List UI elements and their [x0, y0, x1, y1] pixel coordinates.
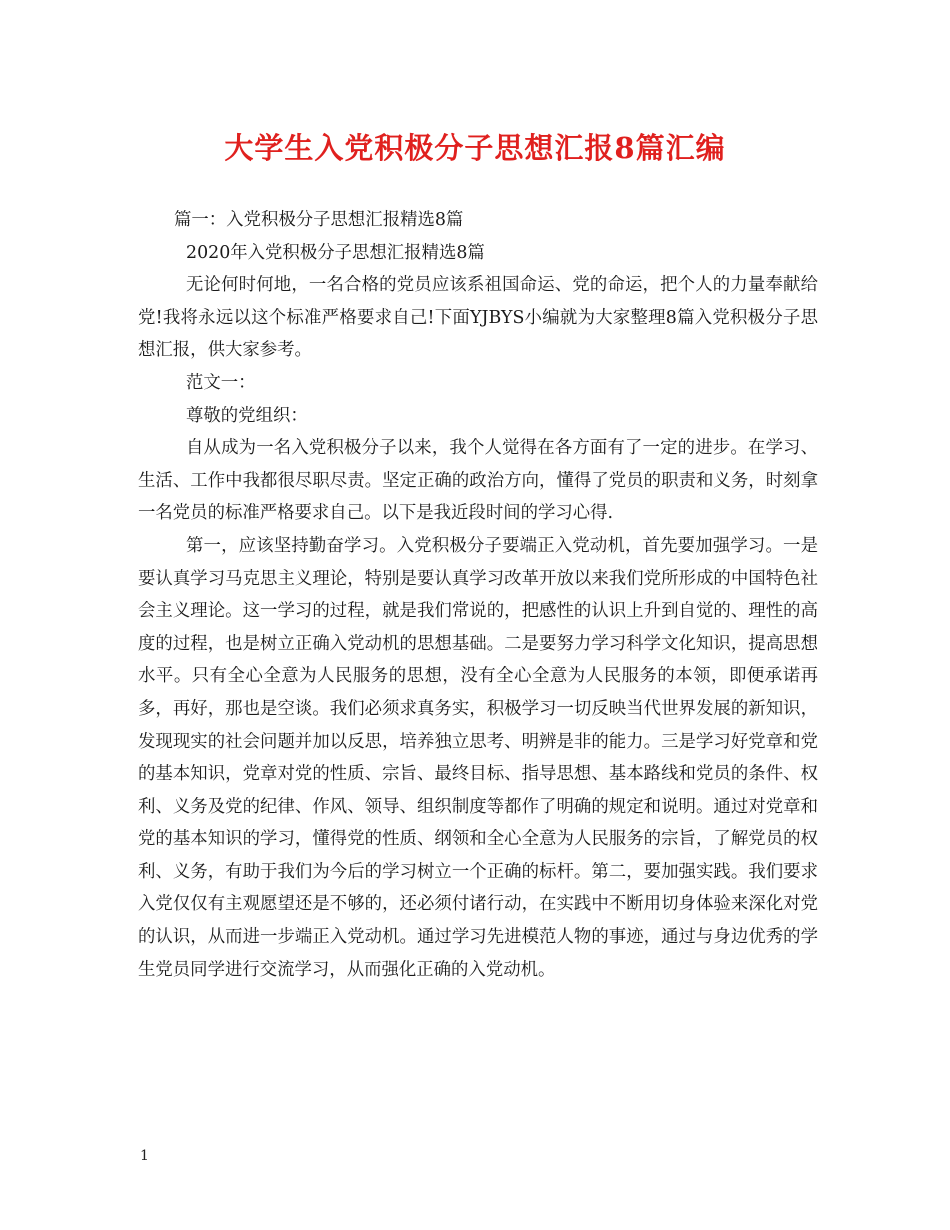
body-paragraph: 第一，应该坚持勤奋学习。入党积极分子要端正入党动机，首先要加强学习。一是要认真学习马克思主义理论，特别是要认真学习改革开放以来我们党所形成的中国特色社会主义理论。这一学习的过程，就是我们常说的，把感性的认识上升到自觉的、理性的高度的过程，也是树立正确入党动机的思想基础。二是要努力学习科学文化知识，提高思想水平。只有全心全意为人民服务的思想，没有全心全意为人民服务的本领，即便承诺再多，再好，那也是空谈。我们必须求真务实，积极学习一切反映当代世界发展的新知识，发现现实的社会问题并加以反思，培养独立思考、明辨是非的能力。三是学习好党章和党的基本知识，党章对党的性质、宗旨、最终目标、指导思想、基本路线和党员的条件、权利、义务及党的纪律、作风、领导、组织制度等都作了明确的规定和说明。通过对党章和党的基本知识的学习，懂得党的性质、纲领和全心全意为人民服务的宗旨，了解党员的权利、义务，有助于我们为今后的学习树立一个正确的标杆。第二，要加强实践。我们要求入党仅仅有主观愿望还是不够的，还必须付诸行动，在实践中不断用切身体验来深化对党的认识，从而进一步端正入党动机。通过学习先进模范人物的事迹，通过与身边优秀的学生党员同学进行交流学习，从而强化正确的入党动机。	[138, 535, 818, 980]
salutation: 尊敬的党组织：	[186, 405, 308, 426]
sample-label: 范文一：	[186, 372, 256, 393]
subsection-heading: 2020年入党积极分子思想汇报精选8篇	[186, 242, 485, 263]
page-number: 1	[140, 1148, 149, 1164]
document-title: 大学生入党积极分子思想汇报8篇汇编	[224, 131, 726, 165]
intro-paragraph: 无论何时何地，一名合格的党员应该系祖国命运、党的命运，把个人的力量奉献给党!我将永远以这个标准严格要求自己!下面YJBYS小编就为大家整理8篇入党积极分子思想汇报，供大家参考。	[138, 275, 818, 361]
body-paragraph: 自从成为一名入党积极分子以来，我个人觉得在各方面有了一定的进步。在学习、生活、工作中我都很尽职尽责。坚定正确的政治方向，懂得了党员的职责和义务，时刻拿一名党员的标准严格要求自己。以下是我近段时间的学习心得.	[138, 438, 818, 524]
section-heading: 篇一：入党积极分子思想汇报精选8篇	[174, 210, 464, 230]
document-body	[138, 204, 818, 986]
